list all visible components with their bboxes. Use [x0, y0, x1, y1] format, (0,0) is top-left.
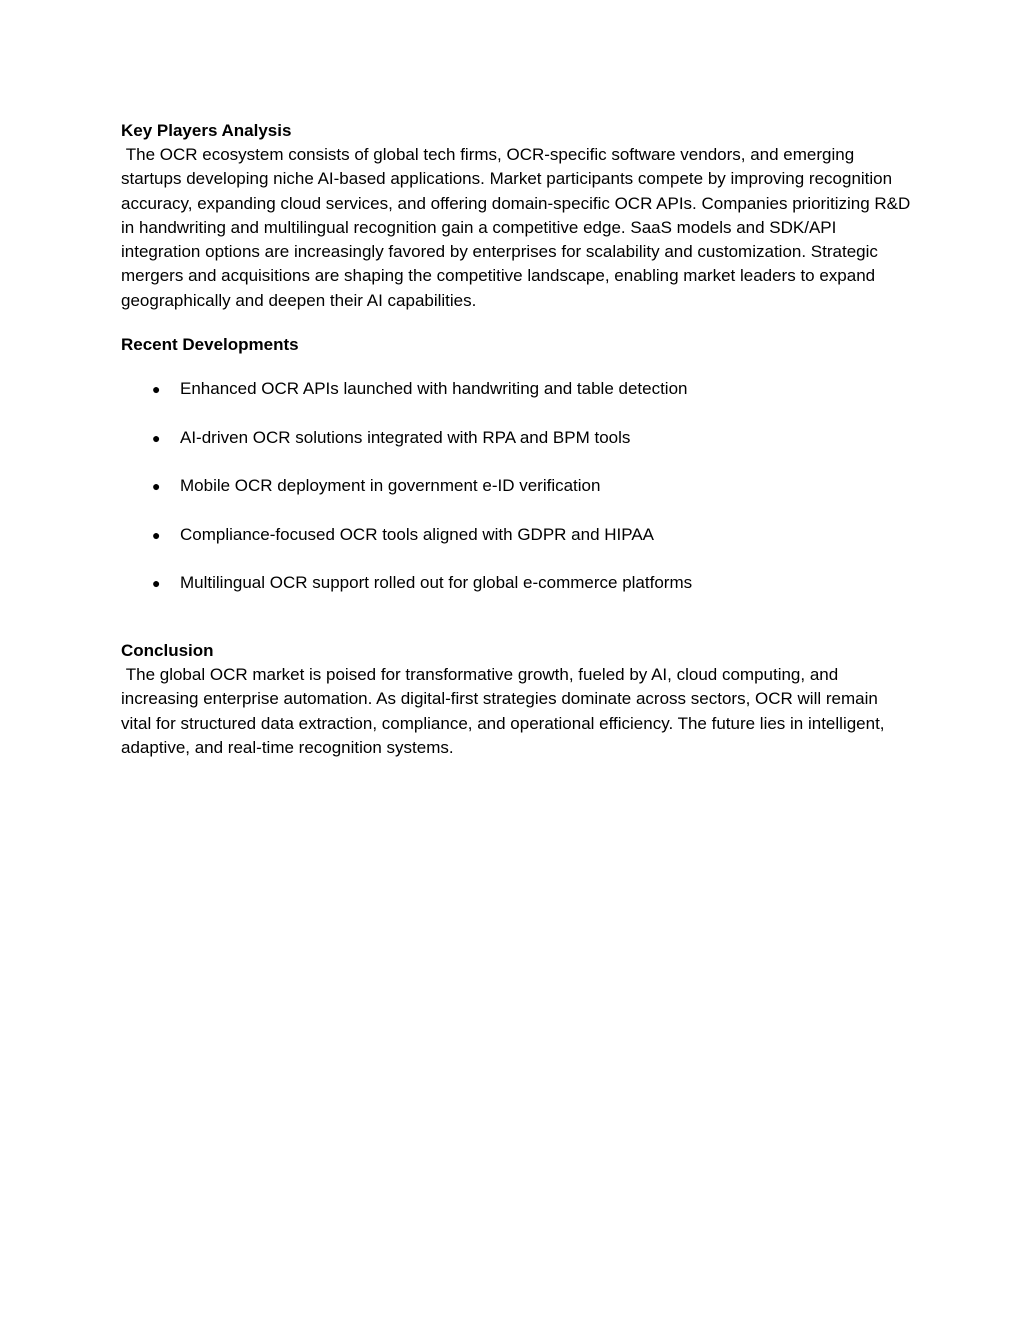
conclusion-heading: Conclusion	[121, 641, 214, 661]
document-content	[121, 119, 916, 760]
bullet-icon: ●	[152, 381, 161, 398]
bullet-icon: ●	[152, 575, 161, 592]
conclusion-section	[121, 639, 911, 760]
bullet-icon: ●	[152, 478, 161, 495]
list-item	[121, 474, 911, 498]
key-players-paragraph: The OCR ecosystem consists of global tech firms, OCR-specific software vendors, and emerging startups developing niche AI-based applications. Market participants compete by improving recognition accuracy, expanding cloud services, and offering domain-specific OCR APIs. Companies prioritizing R&D in handwriting and multilingual recognition gain a competitive edge. SaaS models and SDK/API integration options are increasingly favored by enterprises for scalability and customization. Strategic mergers and acquisitions are shaping the competitive landscape, enabling market leaders to expand geographically and deepen their AI capabilities.	[121, 145, 916, 310]
conclusion-paragraph: The global OCR market is poised for transformative growth, fueled by AI, cloud computing, and increasing enterprise automation. As digital-first strategies dominate across sectors, OCR will remain vital for structured data extraction, compliance, and operational efficiency. The future lies in intelligent, adaptive, and real-time recognition systems.	[121, 665, 890, 757]
recent-developments-section	[121, 333, 911, 595]
list-item-text: AI-driven OCR solutions integrated with RPA and BPM tools	[180, 427, 631, 447]
list-item	[121, 571, 911, 595]
key-players-heading: Key Players Analysis	[121, 121, 292, 140]
list-item-text: Enhanced OCR APIs launched with handwriting and table detection	[180, 379, 688, 399]
recent-developments-list	[121, 377, 911, 595]
list-item	[121, 377, 911, 401]
bullet-icon: ●	[152, 429, 161, 446]
list-item	[121, 426, 911, 450]
list-item	[121, 523, 911, 547]
list-item-text: Mobile OCR deployment in government e-ID verification	[180, 476, 601, 496]
recent-developments-heading: Recent Developments	[121, 335, 299, 355]
bullet-icon: ●	[152, 526, 161, 543]
list-item-text: Compliance-focused OCR tools aligned with GDPR and HIPAA	[180, 524, 655, 544]
list-item-text: Multilingual OCR support rolled out for global e-commerce platforms	[180, 573, 693, 593]
key-players-section	[121, 119, 916, 313]
